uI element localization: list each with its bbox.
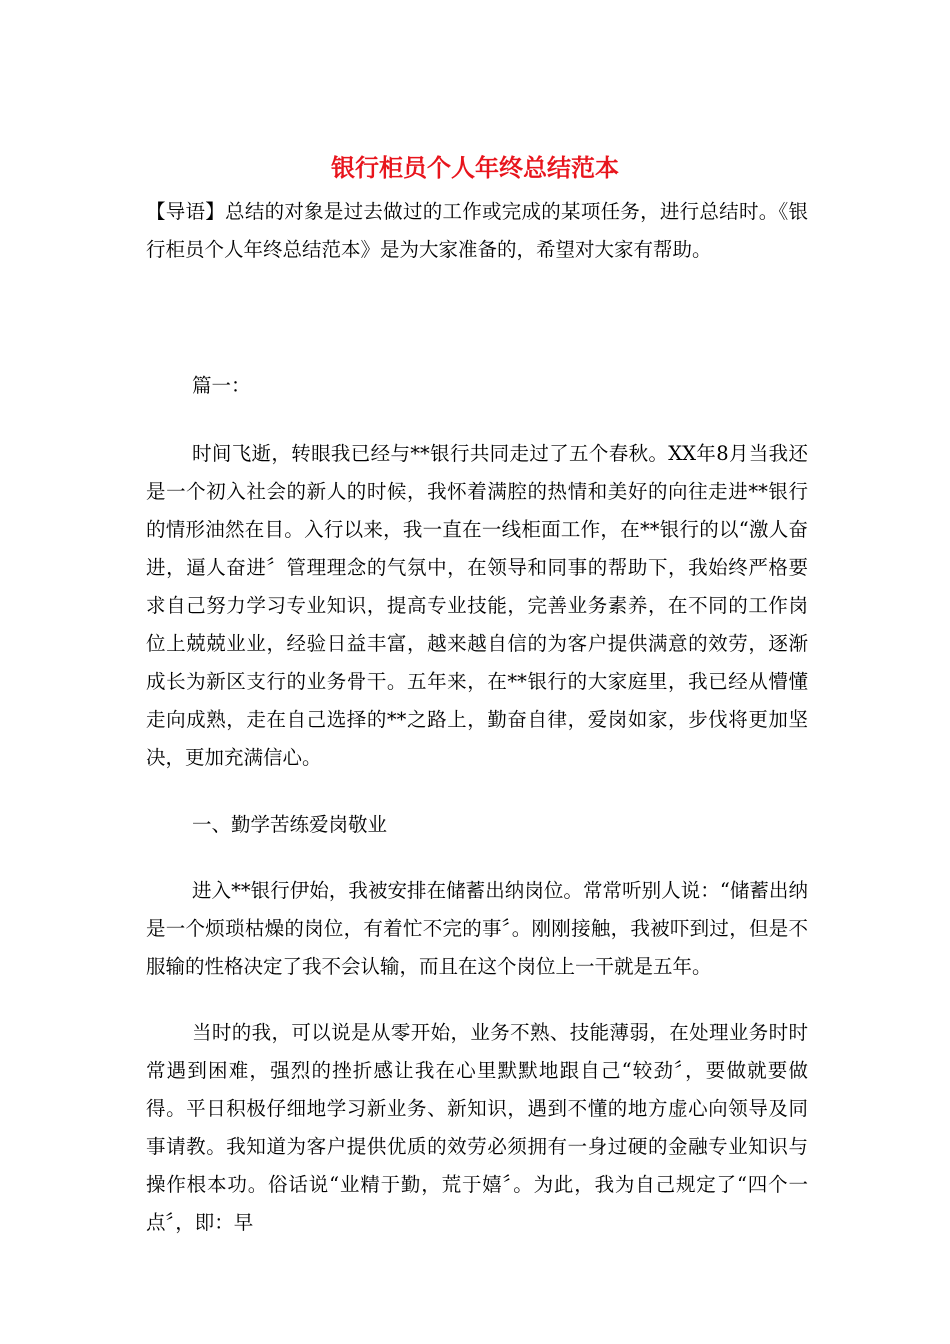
section-heading: 一、勤学苦练爱岗敬业 <box>192 813 388 836</box>
part-label: 篇一： <box>192 374 251 397</box>
body-paragraph-2: 进入**银行伊始，我被安排在储蓄出纳岗位。常常听别人说：“储蓄出纳是一个烦琐枯燥的岗位，有着忙不完的事〞。刚刚接触，我被吓到过，但是不服输的性格决定了我不会认输，而且在这个岗位上一干就是五年。 <box>146 879 808 978</box>
document-title: 银行柜员个人年终总结范本 <box>331 153 619 182</box>
intro-paragraph: 【导语】总结的对象是过去做过的工作或完成的某项任务，进行总结时。《银行柜员个人年终总结范本》是为大家准备的，希望对大家有帮助。 <box>146 200 808 261</box>
body-paragraph-3: 当时的我，可以说是从零开始，业务不熟、技能薄弱，在处理业务时时常遇到困难，强烈的挫折感让我在心里默默地跟自己“较劲〞，要做就要做得。平日积极仔细地学习新业务、新知识，遇到不懂的地方虚心向领导及同事请教。我知道为客户提供优质的效劳必须拥有一身过硬的金融专业知识与操作根本功。俗话说“业精于勤，荒于嬉〞。为此，我为自己规定了“四个一点〞，即：早 <box>146 1021 808 1234</box>
body-paragraph-1: 时间飞逝，转眼我已经与**银行共同走过了五个春秋。XX年8月当我还是一个初入社会的新人的时候，我怀着满腔的热情和美好的向往走进**银行的情形油然在目。入行以来，我一直在一线柜面工作，在**银行的以“激人奋进，逼人奋进〞管理理念的气氛中，在领导和同事的帮助下，我始终严格要求自己努力学习专业知识，提高专业技能，完善业务素养，在不同的工作岗位上兢兢业业，经验日益丰富，越来越自信的为客户提供满意的效劳，逐渐成长为新区支行的业务骨干。五年来，在**银行的大家庭里，我已经从懵懂走向成熟，走在自己选择的**之路上，勤奋自律，爱岗如家，步伐将更加坚决，更加充满信心。 <box>146 442 808 769</box>
